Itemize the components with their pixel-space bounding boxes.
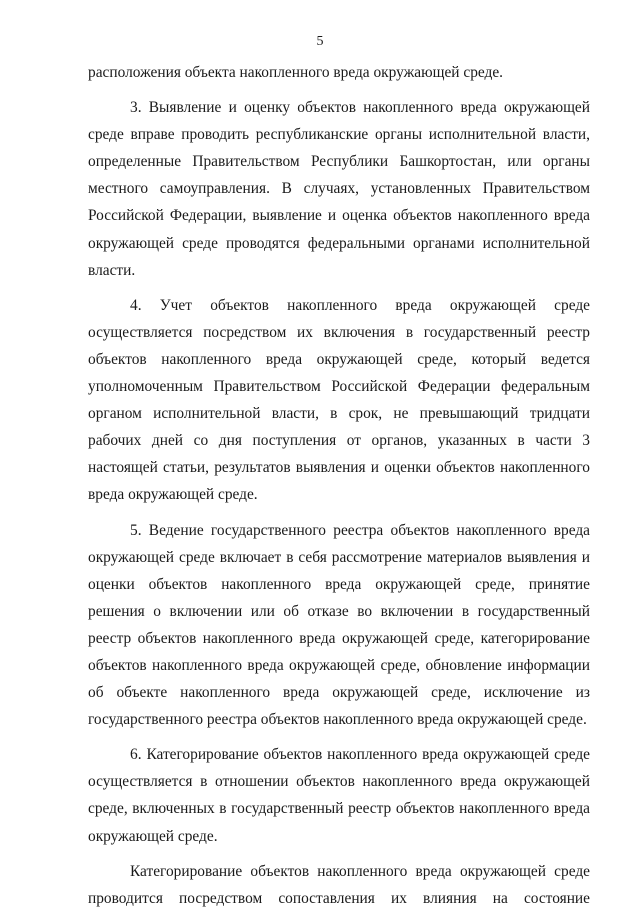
- page-number: 5: [316, 34, 324, 49]
- paragraph-item-3: 3. Выявление и оценку объектов накопленного вреда окружающей среде вправе проводить республиканские органы исполнительной власти, определенные Правительством Республики Башкортостан, или органы местного самоуправления. В случаях, установленных Правительством Российской Федерации, выявление и оценка объектов накопленного вреда окружающей среде проводятся федеральными органами исполнительной власти.: [88, 99, 590, 279]
- paragraph-continuation: расположения объекта накопленного вреда окружающей среде.: [88, 64, 504, 81]
- document-body: [88, 59, 590, 912]
- paragraph-item-5: 5. Ведение государственного реестра объектов накопленного вреда окружающей среде включает в себя рассмотрение материалов выявления и оценки объектов накопленного вреда окружающей среде, принятие решения о включении или об отказе во включении в государственный реестр объектов накопленного вреда окружающей среде, категорирование объектов накопленного вреда окружающей среде, обновление информации об объекте накопленного вреда окружающей среде, исключение из государственного реестра объектов накопленного вреда окружающей среде.: [88, 521, 590, 729]
- paragraph-item-4: 4. Учет объектов накопленного вреда окружающей среде осуществляется посредством их включения в государственный реестр объектов накопленного вреда окружающей среде, который ведется уполномоченным Правительством Российской Федерации федеральным органом исполнительной власти, в срок, не превышающий тридцати рабочих дней со дня поступления от органов, указанных в части 3 настоящей статьи, результатов выявления и оценки объектов накопленного вреда окружающей среде.: [88, 296, 590, 504]
- paragraph-item-6: 6. Категорирование объектов накопленного вреда окружающей среде осуществляется в отношении объектов накопленного вреда окружающей среде, включенных в государственный реестр объектов накопленного вреда окружающей среде.: [88, 746, 590, 845]
- paragraph-categorization: Категорирование объектов накопленного вреда окружающей среде проводится посредством сопоставления их влияния на состояние: [88, 862, 590, 907]
